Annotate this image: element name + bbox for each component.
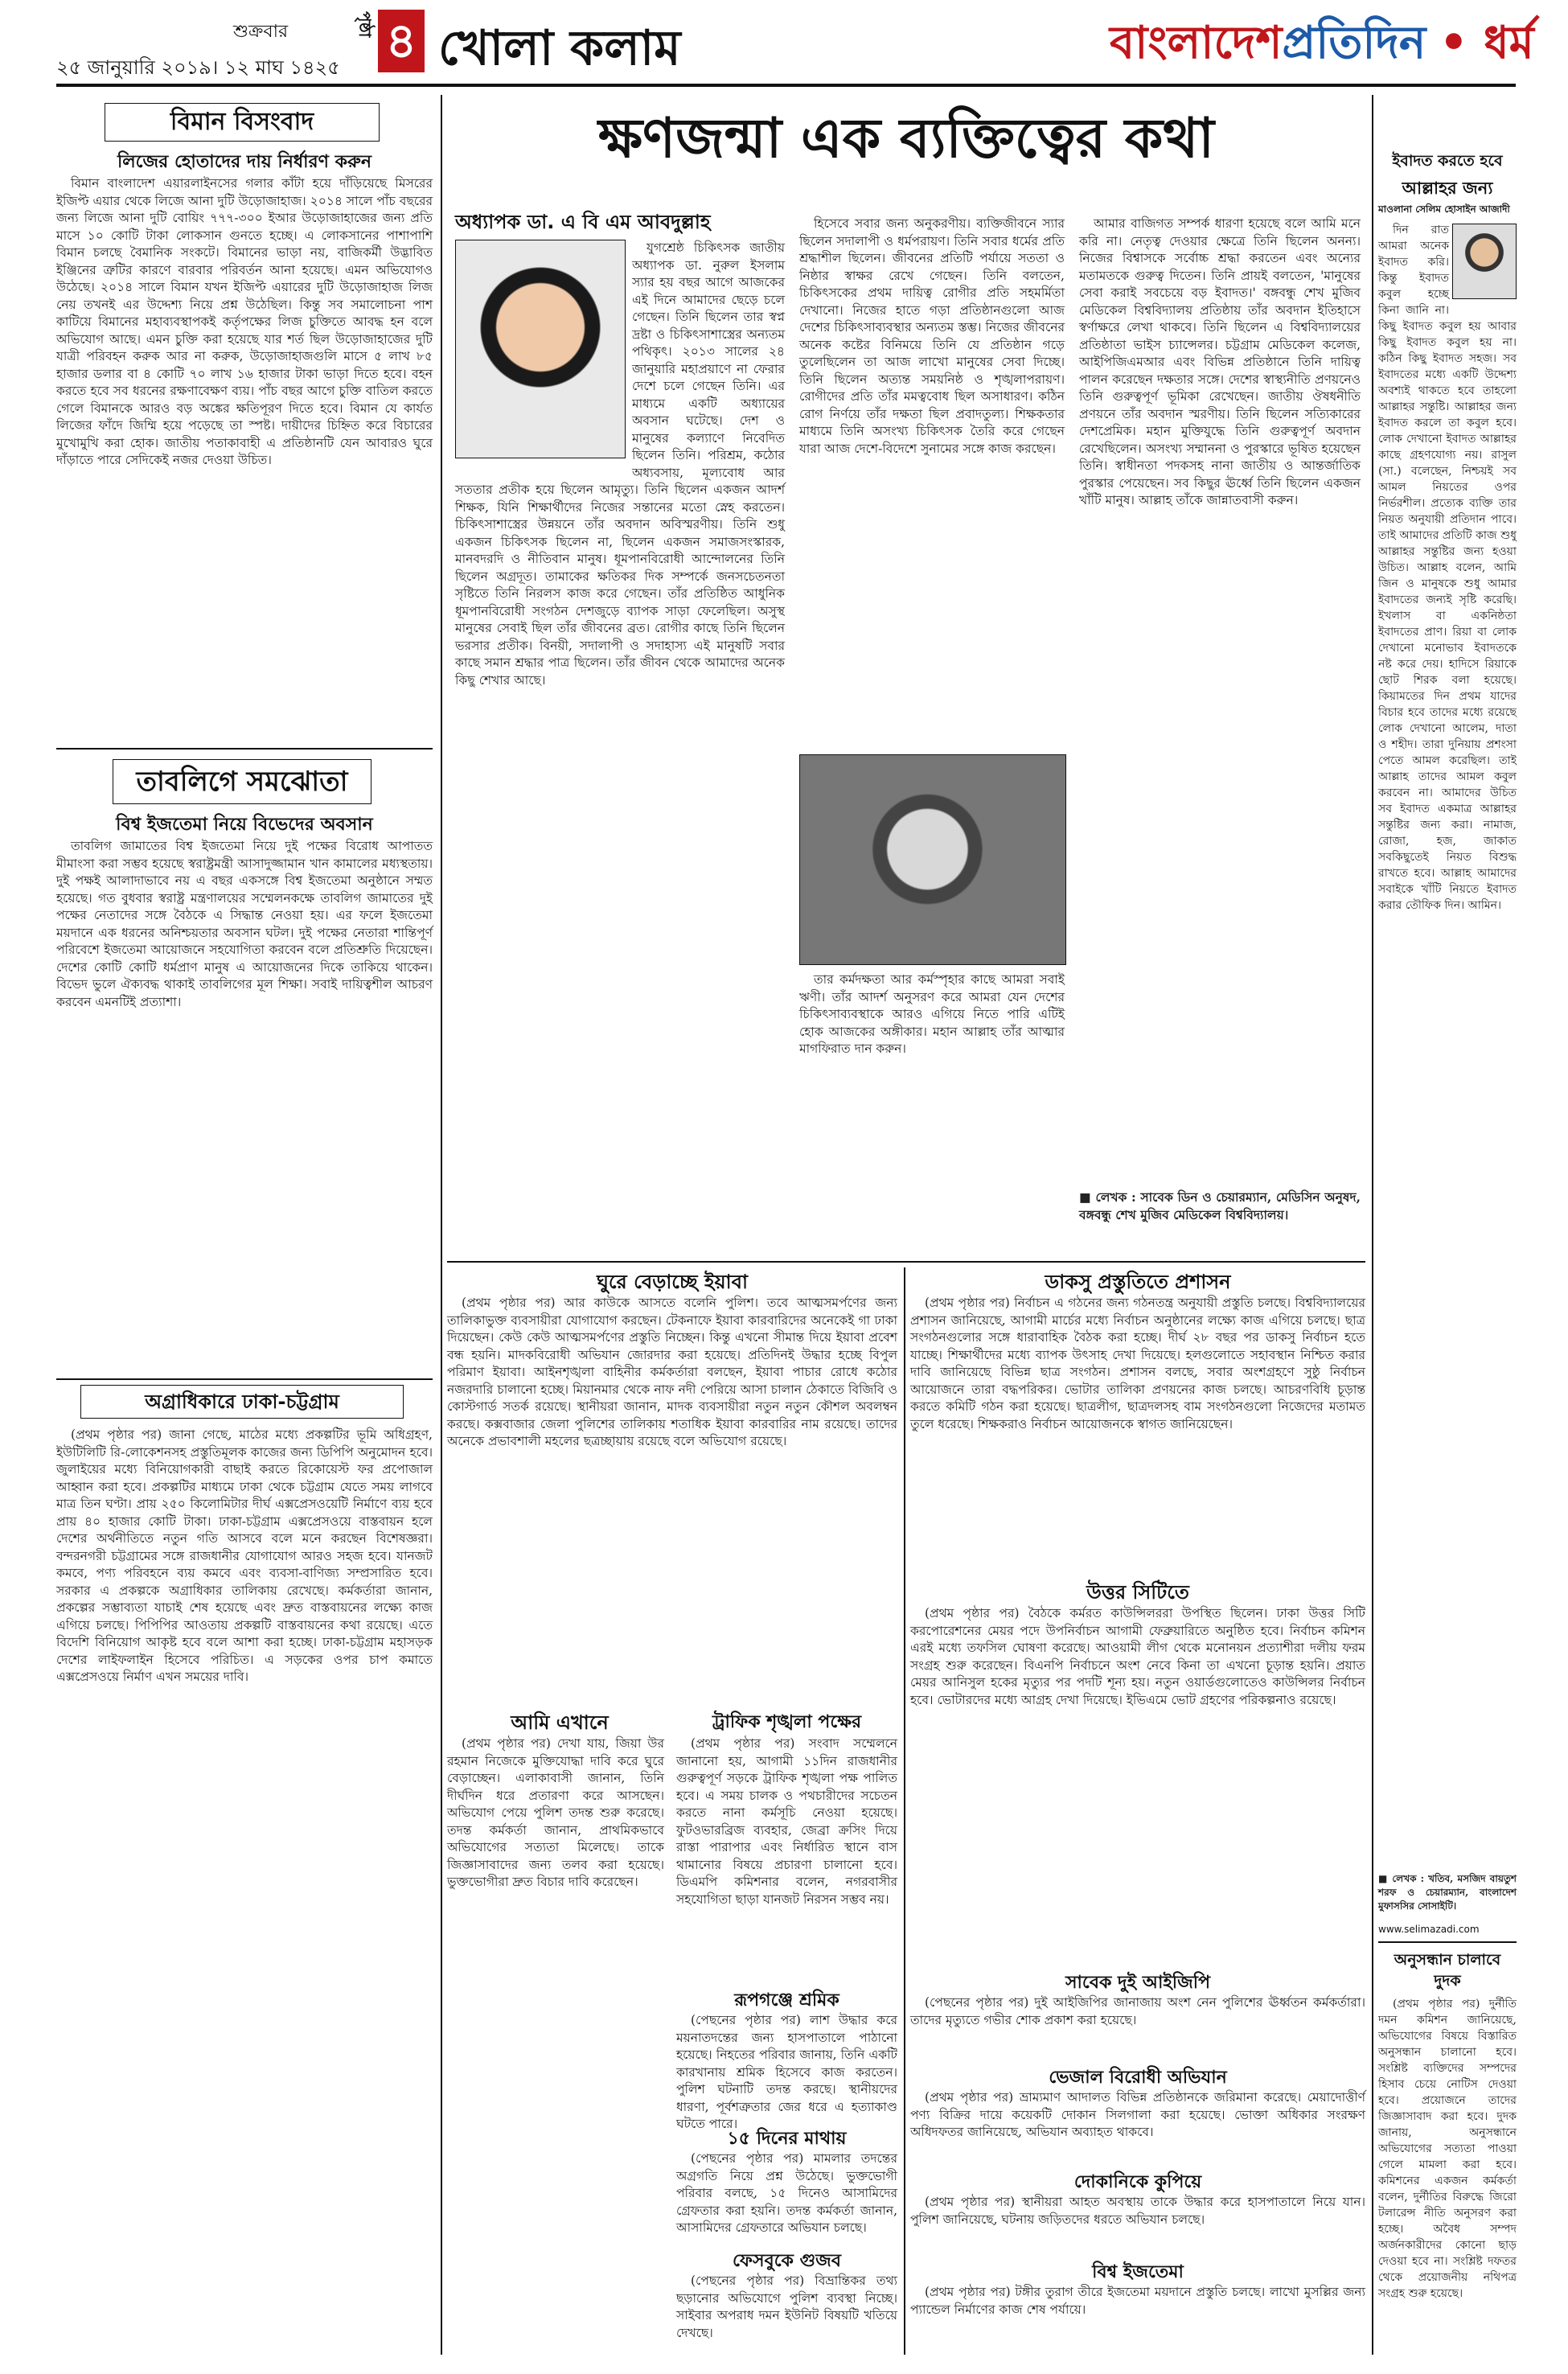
page-header [0,0,1568,105]
right-body-text: দিন রাত আমরা অনেক ইবাদত করি। কিন্তু ইবাদত কবুল হচ্ছে কিনা জানি না। কিছু ইবাদত কবুল হয় আবার কিছু ইবাদত কবুল হয় না। কঠিন কিছু ইবাদত সহজ। সব ইবাদতের মধ্যে একটি উদ্দেশ্য অবশ্যই থাকতে হবে তাহলো আল্লাহর সন্তুষ্টি। আল্লাহর জন্য ইবাদত করলে তা কবুল হবে। লোক দেখানো ইবাদত আল্লাহর কাছে গ্রহণযোগ্য নয়। রাসুল (সা.) বলেছেন, নিশ্চয়ই সব আমল নিয়তের ওপর নির্ভরশীল। প্রত্যেক ব্যক্তি তার নিয়ত অনুযায়ী প্রতিদান পাবে। তাই আমাদের প্রতিটি কাজ শুধু আল্লাহর সন্তুষ্টির জন্য হওয়া উচিত। আল্লাহ বলেন, আমি জিন ও মানুষকে শুধু আমার ইবাদতের জন্যই সৃষ্টি করেছি। ইখলাস বা একনিষ্ঠতা ইবাদতের প্রাণ। রিয়া বা লোক দেখানো মনোভাব ইবাদতকে নষ্ট করে দেয়। হাদিসে রিয়াকে ছোট শিরক বলা হয়েছে। কিয়ামতের দিন প্রথম যাদের বিচার হবে তাদের মধ্যে রয়েছে লোক দেখানো আলেম, দাতা ও শহীদ। তারা দুনিয়ায় প্রশংসা পেতে আমল করেছিল। তাই আল্লাহ তাদের আমল কবুল করবেন না। আমাদের উচিত সব ইবাদত একমাত্র আল্লাহর সন্তুষ্টির জন্য করা। নামাজ, রোজা, হজ, জাকাত সবকিছুতেই নিয়ত বিশুদ্ধ রাখতে হবে। আল্লাহ আমাদের সবাইকে খাঁটি নিয়তে ইবাদত করার তৌফিক দিন। আমিন। [1378,224,1517,912]
news-d-text: (পেছনের পৃষ্ঠার পর) লাশ উদ্ধার করে ময়নাতদন্তের জন্য হাসপাতালে পাঠানো হয়েছে। নিহতের পরিবার জানায়, তিনি একটি কারখানায় শ্রমিক হিসেবে কাজ করতেন। পুলিশ ঘটনাটি তদন্ত করছে। স্থানীয়দের ধারণা, পূর্বশত্রুতার জের ধরে এ হত্যাকাণ্ড ঘটতে পারে। [676,2013,897,2131]
right-title-2: আল্লাহর জন্য [1402,179,1493,198]
main-author: অধ্যাপক ডা. এ বি এম আবদুল্লাহ [455,211,711,233]
mid-f-title: বিশ্ব ইজতেমা [1092,2262,1184,2282]
divider [1378,1941,1517,1943]
mid-f-body [910,2284,1365,2348]
mid-f-text: (প্রথম পৃষ্ঠার পর) টঙ্গীর তুরাগ তীরে ইজতেমা ময়দানে প্রস্তুতি চলছে। লাখো মুসল্লির জন্য প্যান্ডেল নির্মাণের কাজ শেষ পর্যায়ে। [910,2285,1365,2317]
main-col3-text: আমার বাজিগত সম্পর্ক ধারণা হয়েছে বলে আমি মনে করি না। নেতৃত্ব দেওয়ার ক্ষেত্রে তিনি ছিলেন অনন্য। নিজের বিশ্বাসকে সর্বোচ্চ শ্রদ্ধা করতেন এবং অন্যের মতামতকে গুরুত্ব দিতেন। তিনি প্রায়ই বলতেন, 'মানুষের সেবা করাই সবচেয়ে বড় ইবাদত।' বঙ্গবন্ধু শেখ মুজিব মেডিকেল বিশ্ববিদ্যালয় প্রতিষ্ঠায় তাঁর অবদান ইতিহাসে স্বর্ণাক্ষরে লেখা থাকবে। তিনি ছিলেন এ বিশ্ববিদ্যালয়ের প্রতিষ্ঠাতা ভাইস চ্যান্সেলর। চট্টগ্রাম মেডিকেল কলেজ, আইপিজিএমআর এবং বিভিন্ন প্রতিষ্ঠানে তিনি দায়িত্ব পালন করেছেন দক্ষতার সঙ্গে। দেশের স্বাস্থ্যনীতি প্রণয়নেও তিনি গুরুত্বপূর্ণ ভূমিকা রেখেছেন। জাতীয় ঔষধনীতি প্রণয়নে তাঁর অবদান স্মরণীয়। তিনি ছিলেন সত্যিকারের দেশপ্রেমিক। মহান মুক্তিযুদ্ধে তিনি গুরুত্বপূর্ণ অবদান রেখেছিলেন। অসংখ্য সম্মাননা ও পুরস্কারে ভূষিত হয়েছেন তিনি। স্বাধীনতা পদকসহ নানা জাতীয় ও আন্তর্জাতিক পুরস্কার পেয়েছেন। সব কিছুর ঊর্ধ্বে তিনি ছিলেন একজন খাঁটি মানুষ। আল্লাহ তাঁকে জান্নাতবাসী করুন। [1079,216,1361,507]
column-divider [1372,95,1373,2355]
box2-title: অনুসন্ধান চালাবে দুদক [1394,1951,1501,1990]
mid-b-text: (প্রথম পৃষ্ঠার পর) বৈঠকে কর্মরত কাউন্সিলররা উপস্থিত ছিলেন। ঢাকা উত্তর সিটি করপোরেশনের মেয়র পদে উপনির্বাচন আগামী ফেব্রুয়ারিতে অনুষ্ঠিত হবে। নির্বাচন কমিশন এরই মধ্যে তফসিল ঘোষণা করেছে। আওয়ামী লীগ থেকে মনোনয়ন প্রত্যাশীরা দলীয় ফরম সংগ্রহ শুরু করেছেন। বিএনপি নির্বাচনে অংশ নেবে কিনা তা এখনো চূড়ান্ত হয়নি। প্রয়াত মেয়র আনিসুল হকের মৃত্যুর পর পদটি শূন্য হয়। নতুন ওয়ার্ডগুলোতেও কাউন্সিলর নির্বাচন হবে। ভোটারদের মধ্যে আগ্রহ দেখা দিয়েছে। ইভিএমে ভোট গ্রহণের পরিকল্পনাও রয়েছে। [910,1606,1365,1707]
news-b-title: আমি এখানে [511,1711,609,1734]
news-b-text: (প্রথম পৃষ্ঠার পর) দেখা যায়, জিয়া উর রহমান নিজেকে মুক্তিযোদ্ধা দাবি করে ঘুরে বেড়াচ্ছেন। এলাকাবাসী জানান, তিনি দীর্ঘদিন ধরে প্রতারণা করে আসছেন। অভিযোগ পেয়ে পুলিশ তদন্ত শুরু করেছে। তদন্ত কর্মকর্তা জানান, প্রাথমিকভাবে অভিযোগের সত্যতা মিলেছে। তাকে জিজ্ঞাসাবাদের জন্য তলব করা হয়েছে। ভুক্তভোগীরা দ্রুত বিচার দাবি করেছেন। [447,1736,664,1889]
box2-body [1378,1996,1517,2350]
mid-d-text: (প্রথম পৃষ্ঠার পর) ভ্রাম্যমাণ আদালত বিভিন্ন প্রতিষ্ঠানকে জরিমানা করেছে। মেয়াদোত্তীর্ণ পণ্য বিক্রির দায়ে কয়েকটি দোকান সিলগালা করা হয়েছে। ভোক্তা অধিকার সংরক্ষণ অধিদফতর জানিয়েছে, অভিযান অব্যাহত থাকবে। [910,2090,1365,2139]
main-col2-text: হিসেবে সবার জন্য অনুকরণীয়। ব্যক্তিজীবনে স্যার ছিলেন সদালাপী ও ধর্মপরায়ণ। তিনি সবার ধর্মের প্রতি শ্রদ্ধাশীল ছিলেন। জীবনের প্রতিটি পর্যায়ে সততা ও নিষ্ঠার স্বাক্ষর রেখে গেছেন। তিনি বলতেন, চিকিৎসকের প্রথম দায়িত্ব রোগীর প্রতি সহমর্মিতা দেখানো। নিজের হাতে গড়া প্রতিষ্ঠানগুলো আজ দেশের চিকিৎসাব্যবস্থার অন্যতম স্তম্ভ। নিজের জীবনের অনেক কষ্টের বিনিময়ে তিনি যে প্রতিষ্ঠান গড়ে তুলেছিলেন তা আজ লাখো মানুষের সেবা দিচ্ছে। তিনি ছিলেন অত্যন্ত সময়নিষ্ঠ ও শৃঙ্খলাপরায়ণ। রোগীদের প্রতি তাঁর মমত্ববোধ ছিল অসাধারণ। কঠিন রোগ নির্ণয়ে তাঁর দক্ষতা ছিল প্রবাদতুল্য। শিক্ষকতার মাধ্যমে তিনি অসংখ্য চিকিৎসক তৈরি করে গেছেন যারা আজ দেশে-বিদেশে সুনামের সঙ্গে কাজ করছেন। [799,216,1065,456]
right-body [1378,222,1517,1863]
mid-e-text: (প্রথম পৃষ্ঠার পর) স্থানীয়রা আহত অবস্থায় তাকে উদ্ধার করে হাসপাতালে নিয়ে যান। পুলিশ জানিয়েছে, ঘটনায় জড়িতদের ধরতে অভিযান চলছে। [910,2195,1365,2227]
right-title-1: ইবাদত করতে হবে [1392,152,1503,170]
divider [56,748,433,750]
mid-e-body [910,2194,1365,2250]
news-d-body [676,2012,897,2131]
story2-text: তাবলিগ জামাতের বিশ্ব ইজতেমা নিয়ে দুই পক্ষের বিরোধ আপাতত মীমাংসা করা সম্ভব হয়েছে স্বরাষ্ট্রমন্ত্রী আসাদুজ্জামান খান কামালের মধ্যস্থতায়। দুই পক্ষই আলাদাভাবে নয় এ বছর একসঙ্গে বিশ্ব ইজতেমা অনুষ্ঠানে সম্মত হয়েছে। গত বুধবার স্বরাষ্ট্র মন্ত্রণালয়ের সম্মেলনকক্ষে তাবলিগ জামাতের দুই পক্ষের নেতাদের সঙ্গে বৈঠকে এ সিদ্ধান্ত নেওয়া হয়। এর ফলে ইজতেমা ময়দানে এক ধরনের অনিশ্চয়তার অবসান ঘটল। দুই পক্ষের নেতারা শান্তিপূর্ণ পরিবেশে ইজতেমা আয়োজনে সহযোগিতা করবেন বলে প্রতিশ্রুতি দিয়েছেন। দেশের কোটি কোটি ধর্মপ্রাণ মানুষ এ আয়োজনের দিকে তাকিয়ে থাকেন। বিভেদ ভুলে ঐক্যবদ্ধ থাকাই তাবলিগের মূল শিক্ষা। সবাই দায়িত্বশীল আচরণ করবেন এমনটিই প্রত্যাশা। [56,839,433,1009]
news-e-text: (পেছনের পৃষ্ঠার পর) মামলার তদন্তের অগ্রগতি নিয়ে প্রশ্ন উঠেছে। ভুক্তভোগী পরিবার বলছে, ১৫ দিনেও আসামিদের গ্রেফতার করা হয়নি। তদন্ত কর্মকর্তা জানান, আসামিদের গ্রেফতারে অভিযান চলছে। [676,2151,897,2235]
issue-date: ২৫ জানুয়ারি ২০১৯। ১২ মাঘ ১৪২৫ [56,56,340,79]
mid-c-body [910,1994,1365,2056]
news-b-body [447,1735,664,2347]
story3-body [56,1427,433,2351]
logo-part1: বাংলাদেশ [1110,16,1283,69]
subject-photo [799,754,1066,965]
main-col2b-text: তার কর্মদক্ষতা আর কর্মস্পৃহার কাছে আমরা সবাই ঋণী। তাঁর আদর্শ অনুসরণ করে আমরা যেন দেশের চিকিৎসাব্যবস্থাকে আরও এগিয়ে নিতে পারি এটিই হোক আজকের অঙ্গীকার। মহান আল্লাহ তাঁর আত্মার মাগফিরাত দান করুন। [799,972,1065,1056]
story1-title-box [105,103,380,142]
news-c-title: ট্রাফিক শৃঙ্খলা পক্ষের [712,1712,862,1732]
main-article [447,95,1365,1253]
news-a-body [447,1295,897,1697]
story2-title: তাবলিগে সমঝোতা [136,766,348,798]
story3-text: (প্রথম পৃষ্ঠার পর) জানা গেছে, মাঠের মধ্যে প্রকল্পটির ভূমি অধিগ্রহণ, ইউটিলিটি রি-লোকেশনসহ প্রস্তুতিমূলক কাজের জন্য ডিপিপি অনুমোদন হবে। জুলাইয়ের মধ্যে বিনিয়োগকারী বাছাই করতে রিকোয়েস্ট ফর প্রপোজাল আহ্বান করা হবে। প্রকল্পটির মাধ্যমে ঢাকা থেকে চট্টগ্রাম যেতে সময় লাগবে মাত্র তিন ঘণ্টা। প্রায় ২৫০ কিলোমিটার দীর্ঘ এক্সপ্রেসওয়েটি নির্মাণে ব্যয় হবে প্রায় ৪০ হাজার কোটি টাকা। ঢাকা-চট্টগ্রাম এক্সপ্রেসওয়ে বাস্তবায়ন হলে দেশের অর্থনীতিতে নতুন গতি আসবে বলে মনে করছেন বিশেষজ্ঞরা। বন্দরনগরী চট্টগ্রামের সঙ্গে রাজধানীর যোগাযোগ আরও সহজ হবে। যানজট কমবে, পণ্য পরিবহনে ব্যয় কমবে এবং ব্যবসা-বাণিজ্য সম্প্রসারিত হবে। সরকার এ প্রকল্পকে অগ্রাধিকার তালিকায় রেখেছে। কর্মকর্তারা জানান, প্রকল্পের সম্ভাব্যতা যাচাই শেষ হয়েছে এবং দ্রুত বাস্তবায়নের লক্ষ্যে কাজ এগিয়ে চলছে। পিপিপির আওতায় প্রকল্পটি বাস্তবায়নের কথা রয়েছে। এতে বিদেশি বিনিয়োগ আকৃষ্ট হবে বলে আশা করা হচ্ছে। ঢাকা-চট্টগ্রাম মহাসড়ক দেশের লাইফলাইন হিসেবে পরিচিত। এ সড়কের ওপর চাপ কমাতে এক্সপ্রেসওয়ে নির্মাণ এখন সময়ের দাবি। [56,1427,433,1684]
news-f-body [676,2273,897,2345]
news-e-body [676,2150,897,2239]
story3-title: অগ্রাধিকারে ঢাকা-চট্টগ্রাম [145,1390,339,1413]
mid-d-body [910,2089,1365,2162]
story3-title-box [80,1385,404,1419]
story1-body [56,175,433,738]
mid-e-title: দোকানিকে কুপিয়ে [1073,2172,1202,2192]
mid-a-body [910,1295,1365,1568]
section-title: খোলা কলাম [438,20,681,76]
news-a-text: (প্রথম পৃষ্ঠার পর) আর কাউকে আসতে বলেনি পুলিশ। তবে আত্মসমর্পণের জন্য তালিকাভুক্ত ব্যবসায়ীরা যোগাযোগ করছেন। টেকনাফে ইয়াবা কারবারিদের অনেকেই গা ঢাকা দিয়েছেন। কেউ কেউ আত্মসমর্পণের প্রস্তুতি নিচ্ছেন। কিন্তু এখনো সীমান্ত দিয়ে ইয়াবা প্রবেশ বন্ধ হয়নি। মাদকবিরোধী অভিযান জোরদার করা হয়েছে। প্রতিদিনই উদ্ধার হচ্ছে বিপুল পরিমাণ ইয়াবা। আইনশৃঙ্খলা বাহিনীর কর্মকর্তারা বলছেন, ইয়াবা পাচার রোধে কঠোর নজরদারি চালানো হচ্ছে। মিয়ানমার থেকে নাফ নদী পেরিয়ে আসা চালান ঠেকাতে বিজিবি ও কোস্টগার্ড সতর্ক রয়েছে। স্থানীয়রা জানান, মাদক ব্যবসায়ীরা নতুন নতুন কৌশল অবলম্বন করছে। কক্সবাজার জেলা পুলিশের তালিকায় শতাধিক ইয়াবা কারবারির নাম রয়েছে। তাদের অনেকে প্রভাবশালী মহলের ছত্রচ্ছায়ায় রয়েছে বলে অভিযোগ রয়েছে। [447,1296,897,1448]
right-author: মাওলানা সেলিম হোসাইন আজাদী [1378,203,1510,215]
page-number: ৪ [378,10,425,72]
right-website: www.selimazadi.com [1378,1924,1480,1935]
story2-subtitle: বিশ্ব ইজতেমা নিয়ে বিভেদের অবসান [116,815,373,835]
weekday: শুক্রবার [233,22,289,42]
story2-title-box [113,759,371,804]
news-c-text: (প্রথম পৃষ্ঠার পর) সংবাদ সম্মেলনে জানানো হয়, আগামী ১১দিন রাজধানীর গুরুত্বপূর্ণ সড়কে ট্রাফিক শৃঙ্খলা পক্ষ পালিত হবে। এ সময় চালক ও পথচারীদের সচেতন করতে নানা কর্মসূচি নেওয়া হয়েছে। ফুটওভারব্রিজ ব্যবহার, জেব্রা ক্রসিং দিয়ে রাস্তা পারাপার এবং নির্ধারিত স্থানে বাস থামানোর বিষয়ে প্রচারণা চালানো হবে। ডিএমপি কমিশনার বলেন, নগরবাসীর সহযোগিতা ছাড়া যানজট নিরসন সম্ভব নয়। [676,1736,897,1907]
news-c-body [676,1735,897,1977]
main-title: ক্ষণজন্মা এক ব্যক্তিত্বের কথা [597,107,1215,170]
story1-title: বিমান বিসংবাদ [170,108,314,136]
page-label: পৃষ্ঠা [355,11,375,38]
mid-a-title: ডাকসু প্রস্তুতিতে প্রশাসন [1045,1271,1231,1293]
mid-c-title: সাবেক দুই আইজিপি [1065,1973,1211,1993]
mid-b-body [910,1605,1365,1959]
box2-text: (প্রথম পৃষ্ঠার পর) দুর্নীতি দমন কমিশন জানিয়েছে, অভিযোগের বিষয়ে বিস্তারিত অনুসন্ধান চালানো হবে। সংশ্লিষ্ট ব্যক্তিদের সম্পদের হিসাব চেয়ে নোটিস দেওয়া হবে। প্রয়োজনে তাদের জিজ্ঞাসাবাদ করা হবে। দুদক জানায়, অনুসন্ধানে অভিযোগের সত্যতা পাওয়া গেলে মামলা করা হবে। কমিশনের একজন কর্মকর্তা বলেন, দুর্নীতির বিরুদ্ধে জিরো টলারেন্স নীতি অনুসরণ করা হচ্ছে। অবৈধ সম্পদ অর্জনকারীদের কোনো ছাড় দেওয়া হবে না। সংশ্লিষ্ট দফতর থেকে প্রয়োজনীয় নথিপত্র সংগ্রহ শুরু হয়েছে। [1378,1998,1517,2300]
news-e-title: ১৫ দিনের মাথায় [727,2129,847,2149]
newspaper-logo [1110,8,1426,84]
mid-d-title: ভেজাল বিরোধী অভিযান [1049,2068,1227,2088]
logo-part2: প্রতিদিন [1282,16,1426,69]
main-byline: ■ লেখক : সাবেক ডিন ও চেয়ারম্যান, মেডিসিন অনুষদ, বঙ্গবন্ধু শেখ মুজিব মেডিকেল বিশ্ববিদ্যালয়। [1079,1189,1361,1222]
news-column-right [910,1267,1365,2355]
photo-space [455,240,632,466]
divider [56,1378,433,1380]
main-col2 [799,216,1065,746]
right-column [1378,95,1517,2355]
story2-body [56,838,433,1369]
news-column-left [447,1267,897,2355]
news-d-title: রূপগঞ্জে শ্রমিক [734,1990,839,2011]
category-label: • ধর্ম [1439,16,1534,69]
right-byline: ■ লেখক : খতিব, মসজিদ বায়তুশ শরফ ও চেয়ারম্যান, বাংলাদেশ মুফাসসির সোসাইটি। [1378,1873,1517,1912]
photo-space [1449,222,1517,304]
story1-subtitle: লিজের হোতাদের দায় নির্ধারণ করুন [117,152,372,172]
news-f-title: ফেসবুকে গুজব [732,2251,842,2271]
main-col2b [799,971,1065,1245]
column-divider [441,95,442,2355]
column-divider [904,1267,905,2355]
divider [447,1261,1365,1263]
main-col3 [1079,216,1361,1181]
news-f-text: (পেছনের পৃষ্ঠার পর) বিভ্রান্তিকর তথ্য ছড়ানোর অভিযোগে পুলিশ ব্যবস্থা নিচ্ছে। সাইবার অপরাধ দমন ইউনিট বিষয়টি খতিয়ে দেখছে। [676,2273,897,2340]
mid-c-text: (পেছনের পৃষ্ঠার পর) দুই আইজিপির জানাজায় অংশ নেন পুলিশের ঊর্ধ্বতন কর্মকর্তারা। তাদের মৃত্যুতে গভীর শোক প্রকাশ করা হয়েছে। [910,1995,1365,2027]
news-a-title: ঘুরে বেড়াচ্ছে ইয়াবা [597,1271,748,1293]
header-rule [56,84,1516,87]
mid-b-title: উত্তর সিটিতে [1086,1581,1189,1604]
main-col1 [455,240,785,1245]
left-column [56,95,433,2355]
story1-text: বিমান বাংলাদেশ এয়ারলাইনসের গলার কাঁটা হয়ে দাঁড়িয়েছে মিসরের ইজিপ্ট এয়ার থেকে লিজে আনা দুটি উড়োজাহাজ। ২০১৪ সালে পাঁচ বছরের জন্য লিজে আনা দুটি বোয়িং ৭৭৭-৩০০ ইআর উড়োজাহাজের জন্য প্রতি মাসে ১০ কোটি টাকা লোকসান গুনতে হচ্ছে। এ লোকসানের পাশাপাশি বিমান চলছে বৈমানিক সংকটে। বিমানের ভাড়া নয়, বাজিকর্মী উদ্ভাবিত ইঞ্জিনের ত্রুটির কারণে বারবার পরিবর্তন আনা হয়েছে। এমন অভিযোগও উঠেছে। ২০১৪ সালে বিমান যখন ইজিপ্ট এয়ারের দুটি উড়োজাহাজ লিজ নেয় তখনই এর উদ্দেশ্য নিয়ে প্রশ্ন উঠেছিল। কিন্তু সব সমালোচনা পাশ কাটিয়ে বিমানের মহাব্যবস্থাপকই কর্তৃপক্ষের লিজ চুক্তিতে আবদ্ধ হন বলে অভিযোগ আছে। এমন চুক্তি করা হয়েছে যার শর্ত ছিল উড়োজাহাজের দুটি যাত্রী পরিবহন করুক আর না করুক, উড়োজাহাজগুলি মাসে ৫ লাখ ৮৫ হাজার ডলার বা ৪ কোটি ৭০ লাখ ১৬ হাজার টাকা ভাড়া দিতে হবে। বহন করতে হবে সব ধরনের রক্ষণাবেক্ষণ ব্যয়। পাঁচ বছর আগে চুক্তি বাতিল করতে গেলে বিমানকে আরও বড় অঙ্কের ক্ষতিপূরণ দিতে হবে। বিমান যে কার্যত লিজের ফাঁদে জিম্মি হয়ে পড়েছে তা স্পষ্ট। দায়ীদের চিহ্নিত করে বিচারের মুখোমুখি করা হোক। জাতীয় পতাকাবাহী এ প্রতিষ্ঠানটি যেন আবারও ঘুরে দাঁড়াতে পারে সেদিকেই নজর দেওয়া উচিত। [56,176,433,467]
mid-a-text: (প্রথম পৃষ্ঠার পর) নির্বাচন এ গঠনের জন্য গঠনতন্ত্র অনুযায়ী প্রস্তুতি চলছে। বিশ্ববিদ্যালয়ের প্রশাসন জানিয়েছে, আগামী মার্চের মধ্যে নির্বাচন অনুষ্ঠানের লক্ষ্যে কাজ এগিয়ে চলছে। ছাত্র সংগঠনগুলোর সঙ্গে ধারাবাহিক বৈঠক করা হচ্ছে। দীর্ঘ ২৮ বছর পর ডাকসু নির্বাচন হতে যাচ্ছে। শিক্ষার্থীদের মধ্যে ব্যাপক উৎসাহ দেখা দিয়েছে। হলগুলোতে সহাবস্থান নিশ্চিত করার দাবি জানিয়েছে বিভিন্ন ছাত্র সংগঠন। প্রশাসন বলছে, সবার অংশগ্রহণে সুষ্ঠু নির্বাচন আয়োজনে তারা বদ্ধপরিকর। ভোটার তালিকা প্রণয়নের কাজ চলছে। আচরণবিধি চূড়ান্ত করতে কমিটি গঠন করা হয়েছে। ছাত্রলীগ, ছাত্রদলসহ বাম সংগঠনগুলো নিজেদের মতামত তুলে ধরেছে। শিক্ষকরাও নির্বাচন আয়োজনকে স্বাগত জানিয়েছেন। [910,1296,1365,1431]
main-col1-text: যুগশ্রেষ্ঠ চিকিৎসক জাতীয় অধ্যাপক ডা. নুরুল ইসলাম স্যার হয় বছর আগে আজকের এই দিনে আমাদের ছেড়ে চলে গেছেন। তিনি ছিলেন তার স্বপ্ন দ্রষ্টা ও চিকিৎসাশাস্ত্রের অন্যতম পথিকৃৎ। ২০১৩ সালের ২৪ জানুয়ারি মহাপ্রয়াণে না ফেরার দেশে চলে গেছেন তিনি। এর মাধ্যমে একটি অধ্যায়ের অবসান ঘটেছে। দেশ ও মানুষের কল্যাণে নিবেদিত ছিলেন তিনি। পরিশ্রম, কঠোর অধ্যবসায়, মূল্যবোধ আর সততার প্রতীক হয়ে ছিলেন আমৃত্যু। তিনি ছিলেন একজন আদর্শ শিক্ষক, যিনি শিক্ষার্থীদের নিজের সন্তানের মতো স্নেহ করতেন। চিকিৎসাশাস্ত্রের উন্নয়নে তাঁর অবদান অবিস্মরণীয়। তিনি শুধু একজন চিকিৎসক ছিলেন না, ছিলেন একজন সমাজসংস্কারক, মানবদরদি ও নীতিবান মানুষ। ধূমপানবিরোধী আন্দোলনের তিনি ছিলেন অগ্রদূত। তামাকের ক্ষতিকর দিক সম্পর্কে জনসচেতনতা সৃষ্টিতে তিনি নিরলস কাজ করে গেছেন। তাঁর প্রতিষ্ঠিত আধুনিক ধূমপানবিরোধী সংগঠন দেশজুড়ে ব্যাপক সাড়া ফেলেছিল। অসুস্থ মানুষের সেবাই ছিল তাঁর জীবনের ব্রত। রোগীর কাছে তিনি ছিলেন ভরসার প্রতীক। বিনয়ী, সদালাপী ও সদাহাস্য এই মানুষটি সবার কাছে সমান শ্রদ্ধার পাত্র ছিলেন। তাঁর জীবন থেকে আমাদের অনেক কিছু শেখার আছে। [455,240,785,688]
